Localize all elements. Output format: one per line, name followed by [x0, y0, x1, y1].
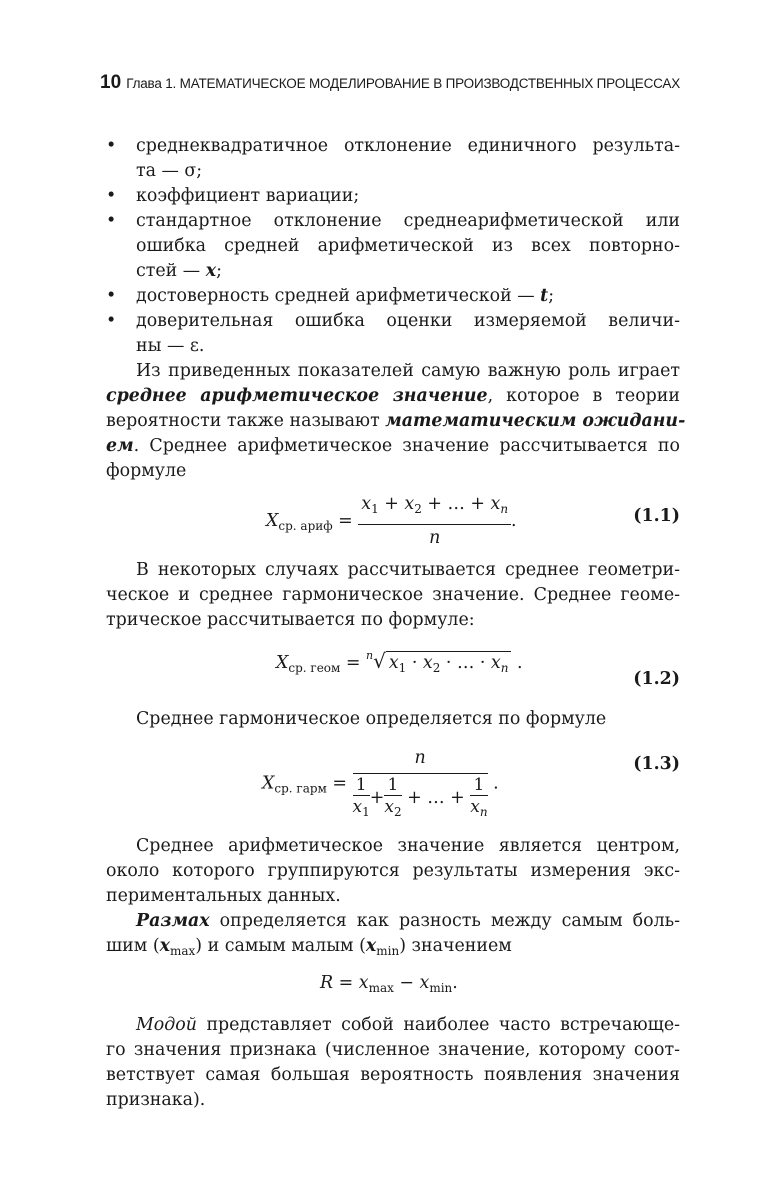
- chapter-title: Глава 1. МАТЕМАТИЧЕСКОЕ МОДЕЛИРОВАНИЕ В ПРОИЗВОДСТВЕННЫХ ПРОЦЕССАХ: [126, 76, 680, 91]
- bullet-item-1: • среднеквадратичное отклонение единичного результа-: [106, 134, 680, 159]
- bullet-marker: •: [106, 286, 117, 306]
- root: $^n$√ $x_1 \cdot x_2$ · … · $x_n$: [366, 649, 511, 681]
- paragraph-center: Среднее арифметическое значение является центром, около которого группируются результаты измерения экс- периментальных данных.: [106, 836, 680, 906]
- paragraph-range: Размах определяется как разность между самым боль- шим $(x_{max})$ и самым малым $(x_{min})$ значением: [106, 911, 680, 958]
- bullet-item-3-cont: ошибка средней арифметической из всех повторно-: [136, 236, 680, 256]
- term-range: Размах: [136, 911, 210, 931]
- paragraph-mean: Из приведенных показателей самую важную роль играет среднее арифметическое значение, которое в теории вероятности также называют математическим ожидани- ем. Среднее арифметическое значение рассчитывается по формуле: [106, 361, 686, 481]
- bullet-item-5-cont: ны — ε.: [136, 336, 205, 356]
- page-number: 10: [100, 72, 122, 93]
- bullet-marker: •: [106, 211, 117, 231]
- paragraph-mode: Модой представляет собой наиболее часто встречающе- го значения признака (численное значение, которому соот- ветствует самая большая вероятность появления значения признака).: [106, 1015, 680, 1110]
- bullet-item-2: • коэффициент вариации;: [106, 184, 680, 209]
- bullet-item-3: • стандартное отклонение среднеарифметической или: [106, 209, 680, 234]
- equation-number: (1.2): [633, 669, 680, 689]
- paragraph-geometric: В некоторых случаях рассчитывается среднее геометри- ческое и среднее гармоническое значение. Среднее геоме- трическое рассчитывается по формуле:: [106, 560, 680, 630]
- fraction: n $\frac{1}{x_1}$ + $\frac{1}{x_2}$ + … + $\frac{1}{x_n}$: [352, 748, 488, 819]
- bullet-list: [106, 134, 680, 359]
- page-body: [106, 134, 686, 1113]
- term-arithmetic-mean: среднее арифметическое значение: [106, 386, 488, 406]
- term-expectation: математическим ожидани-: [385, 411, 686, 431]
- fraction: $\frac{x_1 + x_2 + \dots + x_n}{n}$: [358, 492, 511, 551]
- formula-range: $R = x_{max} - x_{min}$.: [320, 973, 458, 995]
- bullet-marker: •: [106, 136, 117, 156]
- equation-number: (1.3): [633, 754, 680, 774]
- equation-number: (1.1): [633, 506, 680, 526]
- bullet-marker: •: [106, 186, 117, 206]
- bullet-item-1-cont: та — σ;: [136, 161, 203, 181]
- formula-1-1: $X_{ср. ариф}$ = $\frac{x_1 + x_2 + \dots + x_n}{n}$ . (1.1): [106, 490, 680, 548]
- running-header: [100, 72, 680, 100]
- bullet-marker: •: [106, 311, 117, 331]
- formula-1-2: $X_{ср. геом} = ^n√$ $x_1 \cdot x_2$ · … · $x_n$ . (1.2): [106, 641, 680, 693]
- formula-1-3: $X_{ср. гарм}$ = n $\frac{1}{x_1}$ + $\frac{1}{x_2}$ + … + $\frac{1}{x_n}$ . (1.3): [106, 746, 680, 826]
- paragraph-harmonic: Среднее гармоническое определяется по формуле: [136, 709, 607, 729]
- bullet-item-3-end: стей — x;: [136, 261, 222, 281]
- term-mode: Модой: [136, 1015, 197, 1035]
- bullet-item-5: • доверительная ошибка оценки измеряемой величи-: [106, 309, 680, 334]
- bullet-item-4: • достоверность средней арифметической — t;: [106, 284, 680, 309]
